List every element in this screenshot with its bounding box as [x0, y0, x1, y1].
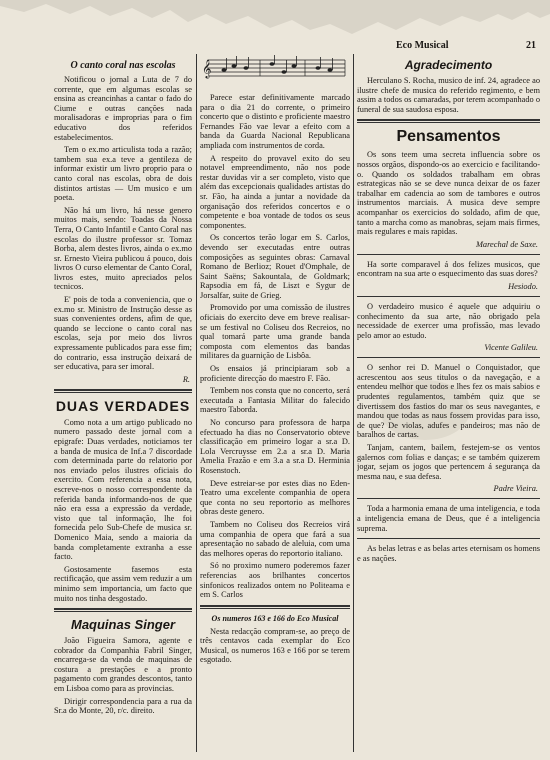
- paragraph: A respeito do provavel exito do seu notavel empreendimento, não nos pode restar duvidas vir a ser completo, visto que além das excepcionais qualidades artistas do sr. Fão, ha ainda a juntar a novidade da organisação dos referidos concertos e o competente e boa vontade de todos os seus componentes.: [200, 153, 350, 230]
- paragraph: As belas letras e as belas artes eternisam os homens e as nações.: [357, 544, 540, 563]
- divider: [54, 389, 192, 393]
- paragraph: Os concertos terão logar em S. Carlos, devendo ser executadas entre outras composições as seguintes obras: Carnaval Romano de Berlioz; Rouet d'Omphale, de Saint Saëns; Sakountala, de Goldmark; Rapsodia em fá, de Liszt e Sygur de Jorsalfar, suite de Grieg.: [200, 233, 350, 300]
- divider: [200, 605, 350, 609]
- article-title-canto-coral: O canto coral nas escolas: [70, 60, 176, 71]
- column-right: [357, 52, 540, 754]
- column-rule: [353, 54, 354, 752]
- paragraph: Notificou o jornal a Luta de 7 do corrente, que em algumas escolas se ensina as creancinhas a cantar o fado do Ciume e outras canções nada moralisadoras e improprias para o fim educativo dos referidos estabelecimentos.: [54, 75, 192, 142]
- paragraph: Nesta redacção compram-se, ao preço de três centavos cada exemplar do Eco Musical, os numeros 163 e 166 por se terem esgotado.: [200, 626, 350, 665]
- signature: Hesiodo.: [508, 281, 538, 291]
- torn-top-edge: [0, 0, 550, 40]
- divider: [357, 357, 540, 358]
- column-middle: [200, 52, 350, 754]
- divider: [357, 538, 540, 539]
- paragraph: Só no proximo numero poderemos fazer referencias aos brilhantes concertos sinfonicos realizados ontem no Politeama e em S. Carlos: [200, 561, 350, 600]
- divider: [357, 498, 540, 499]
- paragraph: Os sons teem uma secreta influencia sobre os nossos orgãos, dispondo-os ao exercicio e facilitando-o. Quando os soldados trabalham em obras estrategicas não se se deve nunca deixar de os fazer trabalhar em cadencia ao som de tambores e outros instrumentos marciais. A musica deve sempre acompanhar os exercicios do soldado, afim de que, tanto a marcha como as manobras, sejam mais firmes, mais regulares e mais rapidas.: [357, 150, 540, 237]
- paragraph: Herculano S. Rocha, musico de inf. 24, agradece ao ilustre chefe de musica do referido regimento, e bem assim a todos os camaradas, por terem acompanhado o funeral de sua saudosa esposa.: [357, 76, 540, 114]
- paragraph: Como nota a um artigo publicado no numero passado deste jornal com a epigrafe: Duas verdades, noticiamos ter a banda de musica de Inf.a 7 discordade com determinada parte do relatorio por nos enviado pelos ilustres oficiais do exercito. Com referencia a essa nota, escreve-nos o nosso correspondente da referida banda informando-nos de que não era essa a expressão da verdade, visto que tal informação, lhe foi fornecida pelo Sub-Chefe de musica sr. Domenico Maia, sendo a maioria da banda completamente extranha a esse facto.: [54, 417, 192, 562]
- article-title-maquinas-singer: Maquinas Singer: [70, 617, 176, 633]
- signature: Vicente Galileu.: [484, 343, 538, 353]
- article-title-duas-verdades: DUAS VERDADES: [55, 397, 191, 414]
- divider: [357, 119, 540, 123]
- signature: R.: [182, 374, 190, 384]
- article-title-agradecimento: Agradecimento: [404, 58, 493, 72]
- divider: [357, 296, 540, 297]
- magazine-name: Eco Musical: [396, 40, 449, 51]
- paragraph: Ha sorte comparavel á dos felizes musicos, que encontram na sua arte o esquecimento das suas dores?: [357, 259, 540, 279]
- paragraph: Promovido por uma comissão de ilustres oficiais do exercito deve em breve realisar-se um festival no Coliseu dos Recreios, no qual tomará parte uma grande banda composta com elementos das bandas militares da guarnição de Lisbôa.: [200, 303, 350, 361]
- svg-text:𝄞: 𝄞: [202, 59, 212, 78]
- page-number: 21: [526, 40, 536, 51]
- paragraph: No concurso para professora de harpa efectuado ha dias no Conservatorio obteve classificação em primeiro logar a sr.a D. Lola Vercruysse em 2.a a sr.a D. Maria Amelia Frazão e em 3.a a sr.a D. Herminia Rosenstoch.: [200, 418, 350, 475]
- paragraph: E' pois de toda a conveniencia, que o ex.mo sr. Ministro de Instrução desse as suas convenientes ordens, afim de que, quando se leccione o canto coral nas escolas, seja por meio dos livros expressamente publicados para esse fim; do contrario, essa instrução deixará de ser educativa, para ser imoral.: [54, 295, 192, 372]
- paragraph: Os ensaios já principiaram sob a proficiente direcção do maestro F. Fão.: [200, 364, 350, 383]
- paragraph: Dirigir correspondencia para a rua da Sr.a do Monte, 20, r/c. direito.: [54, 696, 192, 716]
- paragraph: O verdadeiro musico é aquele que adquiriu o conhecimento da sua arte, não obrigado pela necessidade de exercer uma profissão, mas levado pelo amor ao estudo.: [357, 301, 540, 340]
- divider: [54, 608, 192, 612]
- column-left: [54, 52, 192, 754]
- paragraph: Deve estreiar-se por estes dias no Eden-Teatro uma excelente companhia de opera que conta no seu reportorio as melhores obras deste genero.: [200, 478, 350, 517]
- paragraph: João Figueira Samora, agente e cobrador da Companhia Fabril Singer, encarrega-se da venda de maquinas de costura a prestações e a pronto pagamento com grandes descontos, tanto em Lisboa como para as provincias.: [54, 636, 192, 694]
- paragraph: Tanjam, cantem, bailem, festejem-se os ventos galernos com folias e danças; e se também quizerem jogar, sejam os jogos que pertencem á segurança da mesma nau, e sua defesa.: [357, 443, 540, 481]
- paragraph: Parece estar definitivamente marcado para o dia 21 do corrente, o primeiro concerto que o distinto e proficiente maestro Fernandes Fão vae levar a efeito com a banda da Guarda Nacional Republicana ampliada com instrumentos de corda.: [200, 93, 350, 150]
- paragraph: Gostosamente fasemos esta rectificação, que assim vem reduzir a um minimo sem importancia, um facto que muito nos tinha desgostado.: [54, 564, 192, 603]
- paragraph: O senhor rei D. Manuel o Conquistador, que acrescentou aos seus titulos o da navegação, e a entendeu melhor que todos e lhes fez os mais sabios e prudentes regulamentos, também quiz que se divertissem dos fastios do mar os seus navegantes, e mandou que todas as naus fossem providas para isso, de que? De violas, adufes e pandeiros; mas não de baralhos de cartas.: [357, 363, 540, 440]
- music-notation-ornament: [200, 54, 350, 82]
- paragraph: Tem o ex.mo articulista toda a razão; tambem sua ex.a teve a gentileza de informar existir um livro proprio para o canto coral nas escolas, obra de dois distintos artistas — Um musico e um poeta.: [54, 145, 192, 203]
- paragraph: Não há um livro, há nesse genero muitos mais, sendo: Toadas da Nossa Terra, O Canto Infantil e Canto Coral nas escolas do ilustre professor sr. Tomaz Borba, alem destes livros, ainda o ex.mo sr. Ernesto Vieira publicou á pouco, dois livros O curso elementar de Canto Coral, livros estes, muito apreciados pelos tecnicos.: [54, 205, 192, 292]
- column-rule: [196, 54, 197, 752]
- paragraph: Tambem no Coliseu dos Recreios virá uma companhia de opera que fará a sua apresentação no sabado de aleluia, com uma das melhores operas do reportorio italiano.: [200, 519, 350, 558]
- divider: [357, 254, 540, 255]
- article-title-pensamentos: Pensamentos: [396, 128, 501, 146]
- article-title-numeros: Os numeros 163 e 166 do Eco Musical: [211, 613, 339, 623]
- paragraph: Toda a harmonia emana de uma inteligencia, e toda a inteligencia emana de Deus, que é a inteligencia suprema.: [357, 504, 540, 533]
- paragraph: Tembem nos consta que no concerto, será executada a Fantasia Militar do falecido maestro Taborda.: [200, 386, 350, 415]
- signature: Marechal de Saxe.: [475, 239, 538, 249]
- signature: Padre Vieira.: [493, 484, 538, 494]
